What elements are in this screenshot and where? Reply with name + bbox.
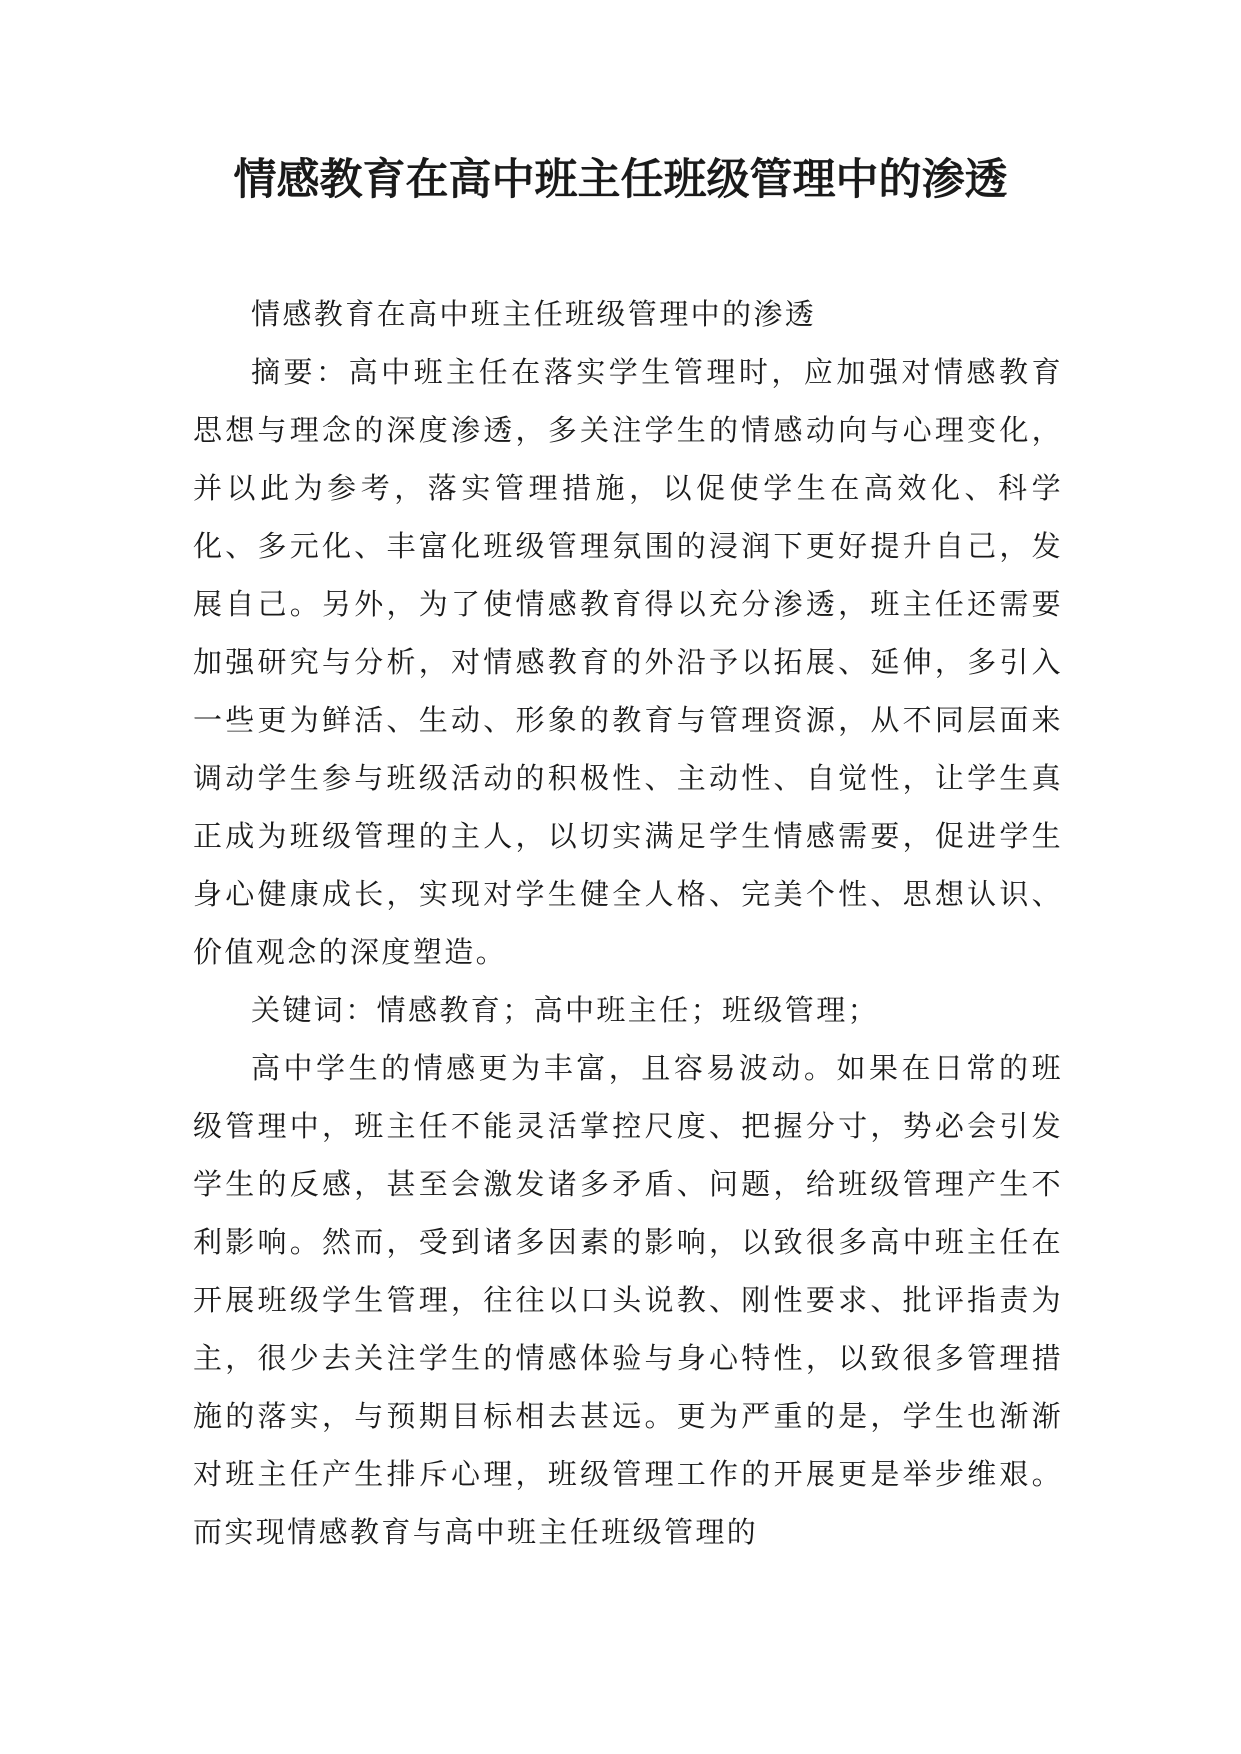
document-body — [193, 285, 1063, 1561]
document-title: 情感教育在高中班主任班级管理中的渗透 — [233, 155, 1008, 205]
subtitle-paragraph: 情感教育在高中班主任班级管理中的渗透 — [251, 297, 817, 331]
keywords-paragraph: 关键词：情感教育；高中班主任；班级管理； — [251, 993, 880, 1027]
abstract-paragraph: 摘要：高中班主任在落实学生管理时，应加强对情感教育思想与理念的深度渗透，多关注学生的情感动向与心理变化，并以此为参考，落实管理措施，以促使学生在高效化、科学化、多元化、丰富化班级管理氛围的浸润下更好提升自己，发展自己。另外，为了使情感教育得以充分渗透，班主任还需要加强研究与分析，对情感教育的外沿予以拓展、延伸，多引入一些更为鲜活、生动、形象的教育与管理资源，从不同层面来调动学生参与班级活动的积极性、主动性、自觉性，让学生真正成为班级管理的主人，以切实满足学生情感需要，促进学生身心健康成长，实现对学生健全人格、完美个性、思想认识、价值观念的深度塑造。 — [193, 355, 1063, 969]
body-paragraph: 高中学生的情感更为丰富，且容易波动。如果在日常的班级管理中，班主任不能灵活掌控尺度、把握分寸，势必会引发学生的反感，甚至会激发诸多矛盾、问题，给班级管理产生不利影响。然而，受到诸多因素的影响，以致很多高中班主任在开展班级学生管理，往往以口头说教、刚性要求、批评指责为主，很少去关注学生的情感体验与身心特性，以致很多管理措施的落实，与预期目标相去甚远。更为严重的是，学生也渐渐对班主任产生排斥心理，班级管理工作的开展更是举步维艰。而实现情感教育与高中班主任班级管理的 — [193, 1051, 1063, 1549]
